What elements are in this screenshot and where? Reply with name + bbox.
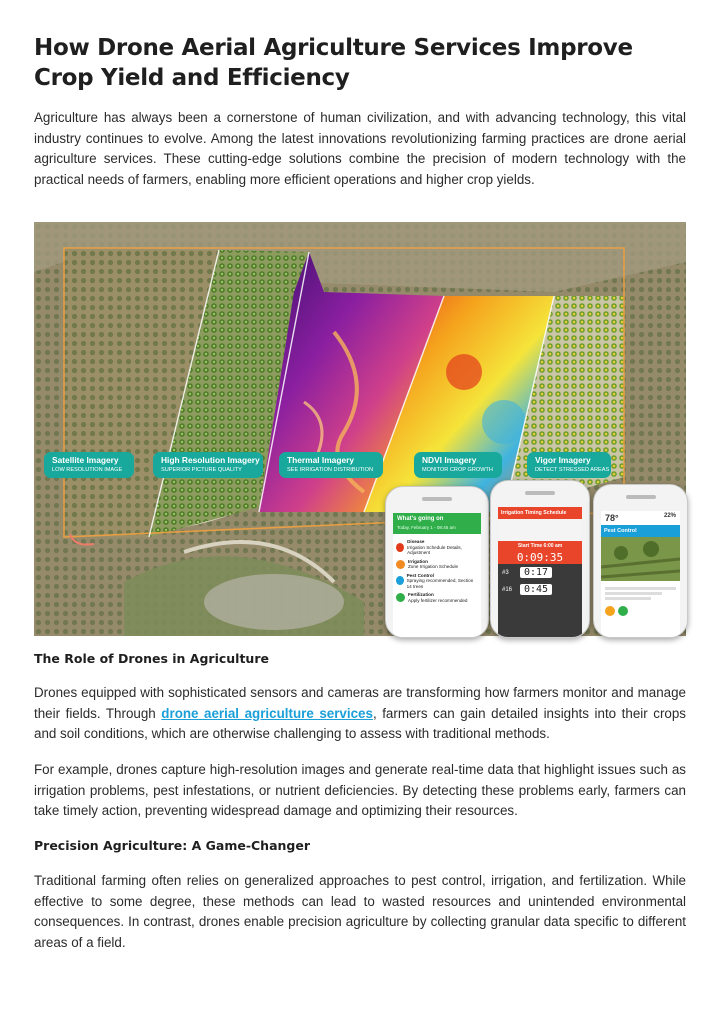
list-item[interactable] (396, 539, 478, 556)
precision-paragraph-1: Traditional farming often relies on generalized approaches to pest control, irrigation, and fertilization. While effective to some degree, these methods can lead to wasted resources and unintended environmental consequences. In contrast, drones enable precision agriculture by collecting granular data specific to different areas of a field. (34, 873, 686, 950)
article-title: How Drone Aerial Agriculture Services Improve Crop Yield and Efficiency (34, 35, 633, 91)
phone-irrigation (490, 480, 590, 638)
label-subtitle: MONITOR CROP GROWTH (422, 467, 493, 473)
phone-alerts (385, 486, 489, 638)
zone-duration: 0:45 (520, 584, 552, 595)
thermal-imagery-label (279, 452, 383, 478)
irrigation-header: Irrigation Timing Schedule (498, 507, 582, 519)
section-heading-precision-agriculture: Precision Agriculture: A Game-Changer (34, 838, 311, 853)
role-paragraph-1 (34, 683, 686, 745)
orchard-photo-art (601, 537, 680, 581)
list-item[interactable] (396, 559, 478, 570)
alerts-header: What's going on (393, 513, 481, 525)
label-subtitle: SEE IRRIGATION DISTRIBUTION (287, 467, 373, 473)
label-title: Thermal Imagery (287, 455, 355, 465)
zone-id: #3 (502, 569, 509, 576)
irrigation-icon (396, 560, 405, 569)
alerts-list (393, 534, 481, 608)
text-line (605, 597, 651, 600)
humidity: 22% (663, 513, 676, 519)
label-title: Vigor Imagery (535, 455, 591, 465)
intro-paragraph: Agriculture has always been a cornerstone of human civilization, and with advancing technology, this vital industry continues to evolve. Among the latest innovations revolutionizing farming practices are drone aerial agriculture services. These cutting-edge solutions combine the precision of modern technology with the practical needs of farmers, enabling more efficient operations and higher crop yields. (34, 110, 686, 187)
zone-id: #16 (502, 586, 513, 593)
phone-screen (393, 513, 481, 637)
drone-services-link[interactable]: drone aerial agriculture services (161, 705, 373, 721)
zone-row[interactable] (498, 581, 582, 598)
alert-text: Apply fertilizer recommended (408, 597, 468, 603)
fertilizer-icon (396, 593, 405, 602)
label-title: Satellite Imagery (52, 455, 119, 465)
label-title: NDVI Imagery (422, 455, 477, 465)
alert-text: Spraying recommended, Section 14 trees (406, 578, 474, 589)
role-paragraph-2: For example, drones capture high-resolution images and generate real-time data that highlight issues such as irrigation problems, pest infestations, or nutrient deficiencies. By detecting these problems early, farmers can take timely action, preventing widespread damage and optimizing their resources. (34, 762, 686, 818)
alert-title: Irrigation (408, 558, 428, 564)
text-line (605, 592, 662, 595)
countdown-timer: 0:09:35 (498, 551, 582, 564)
phone-camera (422, 497, 452, 501)
label-subtitle: DETECT STRESSED AREAS (535, 467, 610, 473)
phone-camera (525, 491, 555, 495)
list-item[interactable] (396, 592, 478, 603)
alert-title: Pest Control (406, 572, 434, 578)
weather-row (601, 511, 680, 525)
label-title: High Resolution Imagery (161, 455, 260, 465)
disease-icon (396, 543, 404, 552)
alerts-time: Today, February 1 - 08:45 am (393, 525, 481, 534)
zone-duration: 0:17 (520, 567, 552, 578)
section-heading-role-of-drones: The Role of Drones in Agriculture (34, 651, 269, 666)
orchard-photo (601, 537, 680, 581)
zone-row[interactable] (498, 564, 582, 581)
pest-control-header[interactable]: Pest Control (601, 525, 680, 537)
high-resolution-imagery-label (153, 452, 263, 478)
alert-text: Irrigation Schedule Details, Adjustment (407, 544, 462, 555)
alert-title: Fertilization (408, 592, 434, 597)
check-icon[interactable] (618, 606, 628, 616)
start-time-bar[interactable]: Start Time 6:00 am (498, 541, 582, 551)
action-icons (605, 606, 676, 616)
phone-pest-control (593, 484, 688, 638)
text-run: , farmers can gain detailed insights into their crops and soil conditions, which are otherwise challenging to assess with traditional methods. (34, 705, 686, 741)
list-item[interactable] (396, 573, 478, 590)
satellite-imagery-label (44, 452, 134, 478)
alert-text: Zone Irrigation Schedule (408, 564, 459, 569)
alert-title: Disease (407, 539, 425, 544)
ndvi-imagery-label (414, 452, 502, 478)
pest-notes (601, 581, 680, 620)
temperature: 78° (605, 513, 619, 523)
text-run: Drones equipped with sophisticated sensors and cameras are transforming how farmers monitor and manage their fields. Through (34, 685, 686, 721)
phone-screen (498, 507, 582, 637)
phone-camera (626, 495, 656, 499)
label-subtitle: SUPERIOR PICTURE QUALITY (161, 467, 242, 473)
irrigation-info (498, 519, 582, 541)
pest-icon (396, 576, 404, 585)
text-line (605, 587, 676, 590)
label-subtitle: LOW RESOLUTION IMAGE (52, 467, 123, 473)
phone-screen (601, 511, 680, 637)
alert-icon[interactable] (605, 606, 615, 616)
vigor-imagery-label (527, 452, 611, 478)
